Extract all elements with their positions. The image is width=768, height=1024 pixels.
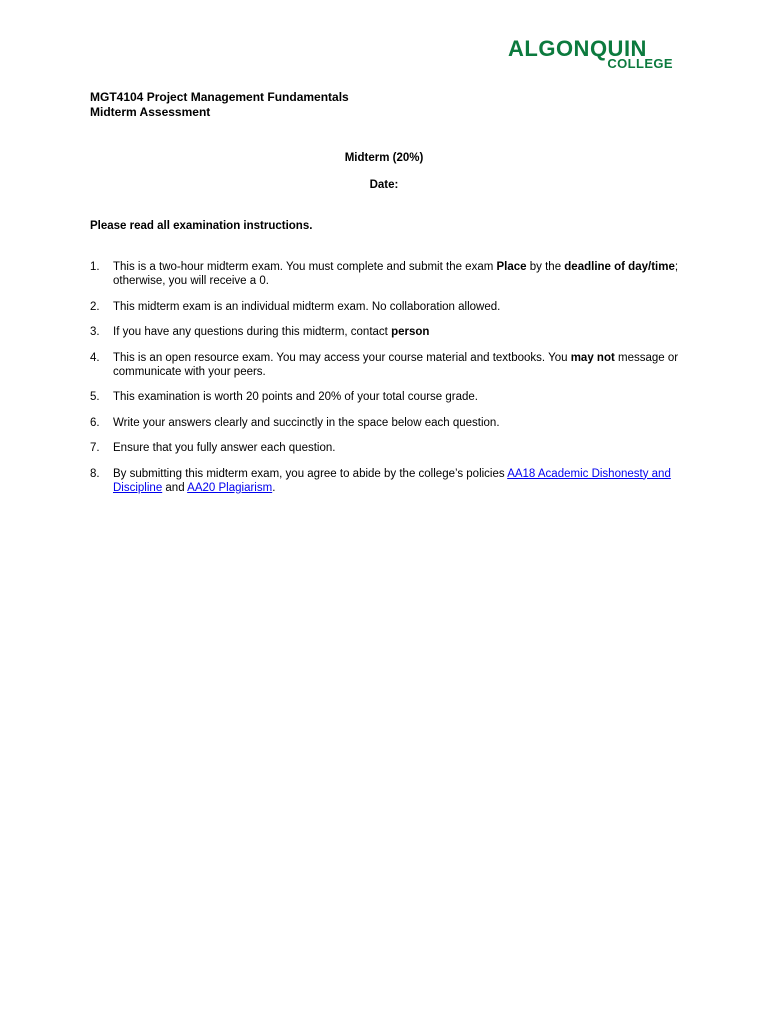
item-text: .	[272, 481, 276, 494]
item-number: 4.	[90, 351, 100, 364]
instruction-item-7	[90, 441, 690, 455]
item-text: This is an open resource exam. You may access your course material and textbooks. You	[113, 351, 571, 364]
item-text: Write your answers clearly and succinctly in the space below each question.	[113, 416, 500, 429]
item-text: This examination is worth 20 points and 20% of your total course grade.	[113, 391, 479, 403]
item-number: 6.	[90, 416, 100, 429]
item-text: Ensure that you fully answer each question.	[113, 442, 336, 454]
item-number: 5.	[90, 391, 100, 403]
item-number: 2.	[90, 300, 100, 313]
algonquin-college-logo	[508, 38, 676, 74]
assessment-title: Midterm Assessment	[90, 105, 211, 119]
exam-date-label: Date:	[369, 179, 399, 191]
instruction-item-3	[90, 325, 690, 339]
instruction-item-5	[90, 390, 690, 404]
item-text: by the	[526, 261, 565, 273]
item-text: If you have any questions during this midterm, contact	[113, 326, 392, 338]
item-text: This is a two-hour midterm exam. You must complete and submit the exam	[113, 261, 497, 273]
item-number: 3.	[90, 326, 100, 338]
instruction-item-4	[90, 351, 690, 379]
item-text: message or communicate with your peers.	[113, 351, 679, 378]
instructions-heading: Please read all examination instructions.	[90, 220, 313, 232]
item-bold-place: Place	[496, 261, 527, 273]
item-text: By submitting this midterm exam, you agree to abide by the college’s policies	[113, 467, 508, 480]
instruction-item-1	[90, 260, 690, 288]
course-title: MGT4104 Project Management Fundamentals	[90, 90, 349, 104]
item-number: 8.	[90, 467, 100, 480]
item-bold-person: person	[391, 326, 430, 338]
instruction-item-2	[90, 300, 690, 314]
logo-wordmark: ALGONQUIN	[508, 36, 647, 61]
instructions-list	[90, 260, 690, 506]
course-header	[90, 90, 349, 120]
exam-title: Midterm (20%)	[344, 152, 424, 164]
instruction-item-8	[90, 467, 690, 495]
logo-subtitle: COLLEGE	[607, 56, 673, 71]
instruction-item-6	[90, 416, 690, 430]
item-number: 7.	[90, 442, 100, 454]
item-text: ; otherwise, you will receive a 0.	[113, 261, 679, 287]
policy-link-aa18[interactable]: AA18 Academic Dishonesty and Discipline	[113, 467, 671, 494]
item-text: and	[162, 481, 188, 494]
item-number: 1.	[90, 261, 100, 273]
item-text: This midterm exam is an individual midterm exam. No collaboration allowed.	[113, 300, 501, 313]
item-bold-may-not: may not	[570, 351, 615, 364]
policy-link-aa20[interactable]: AA20 Plagiarism	[187, 481, 273, 494]
item-bold-deadline: deadline of day/time	[564, 261, 675, 273]
